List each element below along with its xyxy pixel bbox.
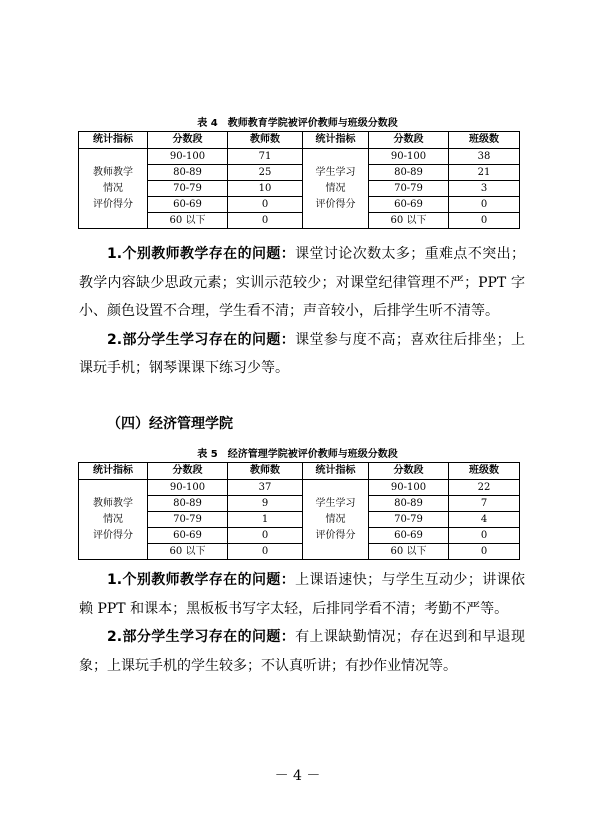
header-cell: 班级数 [449, 132, 520, 149]
table-cell: 80-89 [369, 165, 449, 181]
table-cell: 60 以下 [148, 544, 228, 560]
table-cell: 7 [449, 496, 520, 512]
table-cell: 60 以下 [369, 213, 449, 229]
section-heading: （四）经济管理学院 [107, 416, 233, 432]
table4 [78, 131, 520, 229]
table-cell: 21 [449, 165, 520, 181]
table-cell: 0 [228, 197, 303, 213]
table-cell: 60-69 [148, 528, 228, 544]
student-issues-paragraph [79, 326, 525, 383]
page-number: － 4 － [274, 768, 321, 784]
table-cell: 80-89 [148, 496, 228, 512]
table-cell: 90-100 [369, 480, 449, 496]
group-line: 评价得分 [93, 198, 133, 210]
table-cell: 1 [228, 512, 303, 528]
paragraph-label: 1.个别教师教学存在的问题： [107, 572, 296, 588]
table-cell: 60-69 [369, 197, 449, 213]
row-group-label [79, 480, 148, 560]
group-line: 评价得分 [315, 198, 356, 210]
table-cell: 3 [449, 181, 520, 197]
table-cell: 70-79 [369, 181, 449, 197]
paragraph-label: 2.部分学生学习存在的问题： [107, 331, 296, 348]
paragraph-text: 有上课缺勤情况；存在迟到和早退现象；上课玩手机的学生较多；不认真听讲；有抄作业情况等。 [79, 629, 525, 674]
table-cell: 9 [228, 496, 303, 512]
table4-caption: 表 4 教师教育学院被评价教师与班级分数段 [197, 118, 398, 129]
table-header-row [79, 463, 520, 480]
table-cell: 60-69 [369, 528, 449, 544]
student-issues-paragraph [79, 623, 525, 680]
header-cell: 统计指标 [303, 463, 369, 480]
table-cell: 25 [228, 165, 303, 181]
group-line: 情况 [103, 513, 123, 525]
table-cell: 0 [449, 528, 520, 544]
table-cell: 70-79 [369, 512, 449, 528]
row-group-label [303, 480, 369, 560]
table-cell: 38 [449, 149, 520, 165]
table-cell: 22 [449, 480, 520, 496]
table-cell: 0 [449, 213, 520, 229]
header-cell: 分数段 [369, 463, 449, 480]
table5-caption: 表 5 经济管理学院被评价教师与班级分数段 [197, 449, 398, 460]
table-cell: 37 [228, 480, 303, 496]
table-cell: 70-79 [148, 512, 228, 528]
row-group-label [79, 149, 148, 229]
header-cell: 教师数 [228, 463, 303, 480]
table-cell: 60 以下 [148, 213, 228, 229]
table-row [79, 149, 520, 165]
table-cell: 90-100 [148, 480, 228, 496]
table-row [79, 480, 520, 496]
table-cell: 0 [228, 544, 303, 560]
header-cell: 统计指标 [79, 463, 148, 480]
table-cell: 60 以下 [369, 544, 449, 560]
table5 [78, 462, 520, 560]
table-cell: 60-69 [148, 197, 228, 213]
table-cell: 0 [228, 528, 303, 544]
table-cell: 80-89 [369, 496, 449, 512]
table-cell: 0 [228, 213, 303, 229]
row-group-label [303, 149, 369, 229]
table-cell: 0 [449, 544, 520, 560]
table-cell: 71 [228, 149, 303, 165]
group-line: 评价得分 [93, 529, 133, 541]
group-line: 评价得分 [315, 529, 356, 541]
group-line: 学生学习 [315, 166, 356, 178]
group-line: 情况 [325, 513, 346, 525]
school5-findings [79, 566, 525, 680]
group-line: 教师教学 [93, 497, 133, 509]
paragraph-label: 1.个别教师教学存在的问题： [107, 246, 296, 262]
paragraph-text: 上课语速快；与学生互动少；讲课依赖 PPT 和课本；黑板板书写字太轻，后排同学看不清；考勤不严等。 [79, 572, 525, 617]
table-cell: 80-89 [148, 165, 228, 181]
school4-findings [79, 240, 525, 383]
paragraph-text: 课堂参与度不高；喜欢往后排坐；上课玩手机；钢琴课课下练习少等。 [79, 331, 525, 376]
table-cell: 90-100 [148, 149, 228, 165]
table-cell: 4 [449, 512, 520, 528]
teacher-issues-paragraph [79, 566, 525, 623]
table-cell: 70-79 [148, 181, 228, 197]
table-header-row [79, 132, 520, 149]
group-line: 学生学习 [315, 497, 356, 509]
group-line: 教师教学 [93, 166, 133, 178]
table-cell: 90-100 [369, 149, 449, 165]
header-cell: 分数段 [148, 132, 228, 149]
paragraph-label: 2.部分学生学习存在的问题： [107, 629, 296, 645]
group-line: 情况 [325, 182, 346, 194]
header-cell: 统计指标 [303, 132, 369, 149]
header-cell: 分数段 [369, 132, 449, 149]
header-cell: 分数段 [148, 463, 228, 480]
group-line: 情况 [103, 182, 123, 194]
paragraph-text: 课堂讨论次数太多；重难点不突出；教学内容缺少思政元素；实训示范较少；对课堂纪律管理不严；PPT 字小、颜色设置不合理，学生看不清；声音较小，后排学生听不清等。 [79, 246, 525, 319]
header-cell: 班级数 [449, 463, 520, 480]
header-cell: 统计指标 [79, 132, 148, 149]
table-cell: 10 [228, 181, 303, 197]
teacher-issues-paragraph [79, 240, 525, 326]
table-cell: 0 [449, 197, 520, 213]
header-cell: 教师数 [228, 132, 303, 149]
